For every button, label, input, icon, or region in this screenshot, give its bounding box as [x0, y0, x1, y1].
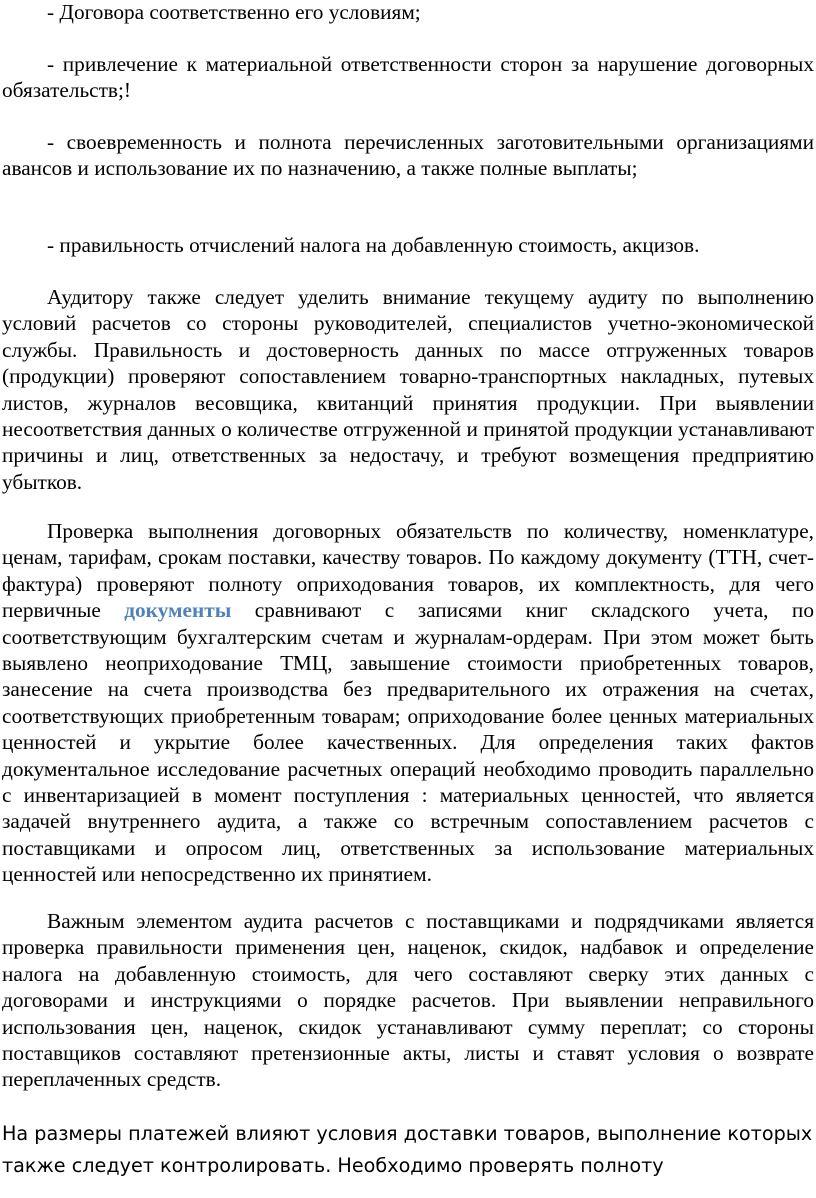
paragraph-6 [2, 518, 814, 888]
paragraph-1: - Договора соответственно его условиям; [47, 0, 421, 24]
paragraph-3: - своевременность и полнота перечисленных заготовительными организациями авансов и использование их по назначению, а также полные выплаты; [2, 130, 814, 181]
paragraph-8: На размеры платежей влияют условия доставки товаров, выполнение которых также следует контролировать. Необходимо проверять полноту [2, 1122, 813, 1177]
paragraph-6-text-after: сравнивают с записями книг складского учета, по соответствующим бухгалтерским счетам и журналам-ордерам. При этом может быть выявлено неоприходование ТМЦ, завышение стоимости приобретенных товаров, занесение на счета производства без предварительного их отражения на счетах, соответствующих приобретенным товарам; оприходование более ценных материальных ценностей и укрытие более качественных. Для определения таких фактов документальное исследование расчетных операций необходимо проводить параллельно с инвентаризацией в момент поступления : материальных ценностей, что является задачей внутреннего аудита, а также со встречным сопоставлением расчетов с поставщиками и опросом лиц, ответственных за использование материальных ценностей или непосредственно их принятием. [2, 598, 814, 887]
paragraph-2: - привлечение к материальной ответственности сторон за нарушение договорных обязательств;! [2, 52, 814, 103]
paragraph-6-text-before: Проверка выполнения договорных обязательств по количеству, номенклатуре, ценам, тарифам, срокам поставки, качеству товаров. По каждому документу (ТТН, счет-фактура) проверяют полноту оприходования товаров, их комплектность, для чего первичные [2, 519, 814, 623]
paragraph-7: Важным элементом аудита расчетов с поставщиками и подрядчиками является проверка правильности применения цен, наценок, скидок, надбавок и определение налога на добавленную стоимость, для чего составляют сверку этих данных с договорами и инструкциями о порядке расчетов. При выявлении неправильного использования цен, наценок, скидок устанавливают сумму переплат; со стороны поставщиков составляют претензионные акты, листы и ставят условия о возврате переплаченных средств. [2, 909, 814, 1092]
paragraph-5: Аудитору также следует уделить внимание текущему аудиту по выполнению условий расчетов со стороны руководителей, специалистов учетно-экономической службы. Правильность и достоверность данных по массе отгруженных товаров (продукции) проверяют сопоставлением товарно-транспортных накладных, путевых листов, журналов весовщика, квитанций принятия продукции. При выявлении несоответствия данных о количестве отгруженной и принятой продукции устанавливают причины и лиц, ответственных за недостачу, и требуют возмещения предприятию убытков. [2, 285, 814, 494]
paragraph-4: - правильность отчислений налога на добавленную стоимость, акцизов. [47, 233, 700, 257]
documents-link[interactable]: документы [124, 598, 232, 623]
